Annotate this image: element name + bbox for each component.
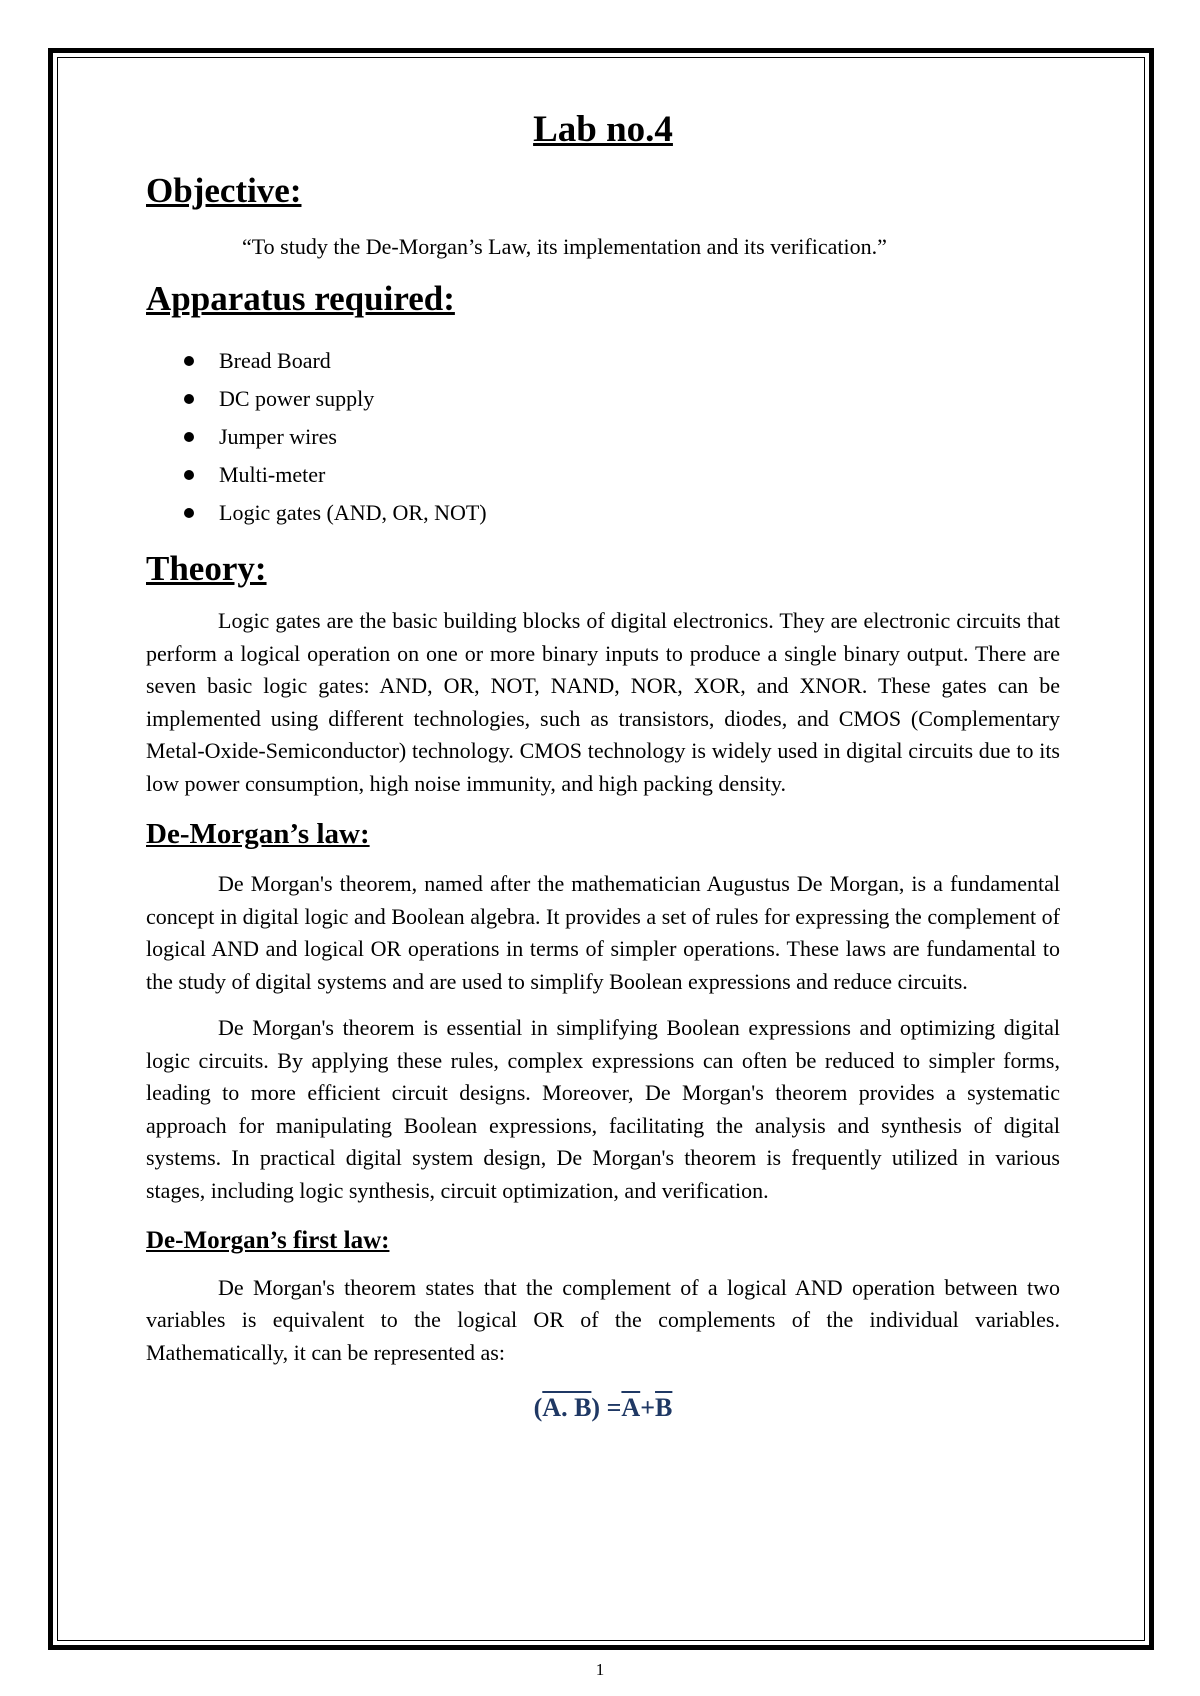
- apparatus-list: [184, 342, 1060, 532]
- first-law-formula: [146, 1391, 1060, 1425]
- objective-text: “To study the De-Morgan’s Law, its implementation and its verification.”: [242, 233, 887, 259]
- formula-a-complement: $\overline{A}$: [621, 1393, 641, 1423]
- formula-equals: =: [600, 1393, 622, 1423]
- page-number: 1: [595, 1660, 605, 1679]
- objective-heading: Objective:: [146, 171, 302, 211]
- bullet-icon: [184, 394, 194, 404]
- demorgan-paragraph-2: De Morgan's theorem is essential in simplifying Boolean expressions and optimizing digital logic circuits. By applying these rules, complex expressions can often be reduced to simpler forms, leading to more efficient circuit designs. Moreover, De Morgan's theorem provides a systematic approach for manipulating Boolean expressions, facilitating the analysis and synthesis of digital systems. In practical digital system design, De Morgan's theorem is frequently utilized in various stages, including logic synthesis, circuit optimization, and verification.: [146, 1015, 1060, 1203]
- formula-plus: +: [640, 1393, 656, 1423]
- bullet-icon: [184, 356, 194, 366]
- theory-heading: Theory:: [146, 548, 267, 588]
- bullet-icon: [184, 432, 194, 442]
- apparatus-item: [184, 456, 1060, 494]
- demorgan-law-heading: De-Morgan’s law:: [146, 818, 370, 851]
- apparatus-item: [184, 342, 1060, 380]
- apparatus-item: [184, 380, 1060, 418]
- formula-b-complement: $\overline{B}$: [655, 1393, 673, 1423]
- apparatus-item-label: Bread Board: [219, 347, 331, 373]
- demorgan-paragraph-1: De Morgan's theorem, named after the mathematician Augustus De Morgan, is a fundamental concept in digital logic and Boolean algebra. It provides a set of rules for expressing the complement of logical AND and logical OR operations in terms of simpler operations. These laws are fundamental to the study of digital systems and are used to simplify Boolean expressions and reduce circuits.: [146, 871, 1060, 994]
- formula-open-paren: (: [533, 1393, 543, 1423]
- formula-close-paren: ): [591, 1393, 601, 1423]
- bullet-icon: [184, 470, 194, 480]
- apparatus-item-label: Jumper wires: [219, 423, 337, 449]
- apparatus-heading: Apparatus required:: [146, 279, 455, 319]
- document-body: [146, 100, 1060, 1425]
- lab-title: Lab no.4: [533, 109, 673, 150]
- apparatus-item-label: Multi-meter: [219, 461, 326, 487]
- apparatus-item-label: Logic gates (AND, OR, NOT): [219, 499, 487, 525]
- first-law-heading: De-Morgan’s first law:: [146, 1227, 390, 1255]
- apparatus-item: [184, 418, 1060, 456]
- first-law-paragraph: De Morgan's theorem states that the complement of a logical AND operation between two variables is equivalent to the logical OR of the complements of the individual variables. Mathematically, it can be represented as:: [146, 1274, 1060, 1365]
- formula-lhs: A. B: [542, 1393, 592, 1423]
- theory-paragraph: Logic gates are the basic building blocks of digital electronics. They are electronic circuits that perform a logical operation on one or more binary inputs to produce a single binary output. There are seven basic logic gates: AND, OR, NOT, NAND, NOR, XOR, and XNOR. These gates can be implemented using different technologies, such as transistors, diodes, and CMOS (Complementary Metal-Oxide-Semiconductor) technology. CMOS technology is widely used in digital circuits due to its low power consumption, high noise immunity, and high packing density.: [146, 608, 1060, 796]
- apparatus-item-label: DC power supply: [219, 385, 375, 411]
- bullet-icon: [184, 508, 194, 518]
- apparatus-item: [184, 494, 1060, 532]
